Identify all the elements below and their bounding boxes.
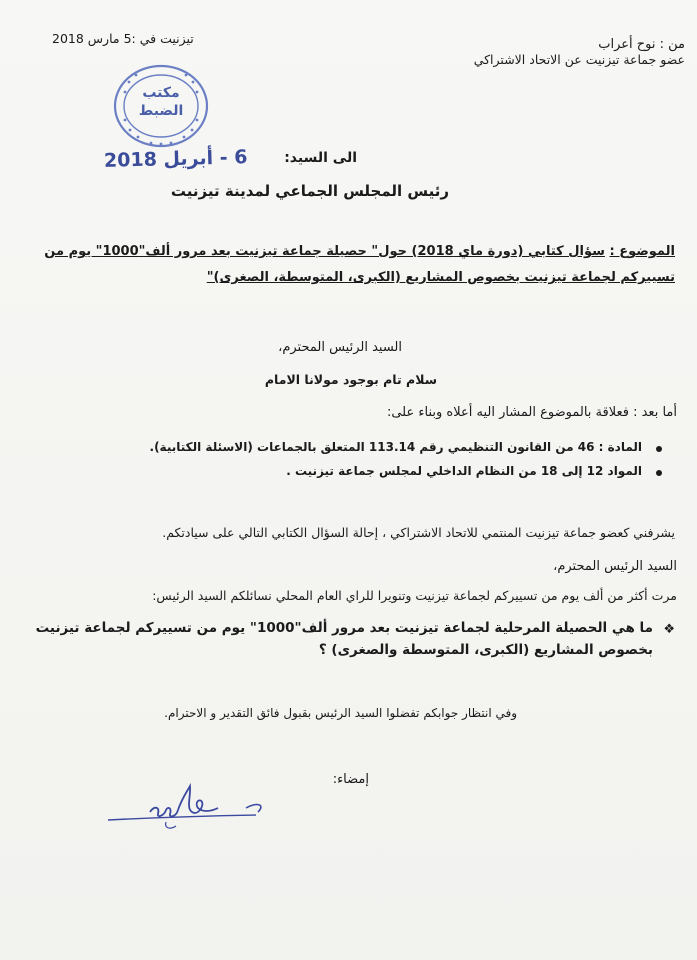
closing-paragraph: وفي انتظار جوابكم تفضلوا السيد الرئيس بقبول فائق التقدير و الاحترام.	[164, 706, 517, 720]
office-stamp	[111, 62, 211, 150]
diamond-bullet-icon: ❖	[663, 622, 675, 637]
subject-text-1: سؤال كتابي (دورة ماي 2018) حول" حصيلة جماعة تيزنيت بعد مرور ألف"1000" يوم من	[44, 244, 605, 259]
letter-date: تيزنيت في :5 مارس 2018	[52, 31, 194, 46]
stamp-line-2: الضبط	[138, 103, 184, 119]
body-paragraph-2: مرت أكثر من ألف يوم من تسييركم لجماعة تيزنيت وتنويرا للراي العام المحلي نسائلكم السيد الرئيس:	[152, 588, 677, 603]
salutation: سلام تام بوجود مولانا الامام	[264, 372, 437, 387]
list-item: المادة : 46 من القانون التنظيمي رقم 113.14 المتعلق بالجماعات (الاسئلة الكتابية).	[149, 440, 642, 454]
greeting: السيد الرئيس المحترم،	[278, 340, 402, 355]
intro-paragraph: أما بعد : فعلاقة بالموضوع المشار اليه أعلاه وبناء على:	[386, 405, 677, 420]
sender-name: من : نوح أعراب	[598, 37, 685, 52]
subject-line-2: تسييركم لجماعة تيزنيت بخصوص المشاريع (الكبرى، المتوسطة، الصغرى)"	[206, 270, 675, 285]
list-item: المواد 12 إلى 18 من النظام الداخلي لمجلس جماعة تيزنيت .	[286, 464, 642, 478]
received-date-stamp: 6 - أبريل 2018	[103, 146, 248, 172]
bullet-icon	[656, 470, 662, 476]
signature-label: إمضاء:	[332, 772, 369, 787]
handwritten-signature	[106, 782, 282, 840]
recipient-title: رئيس المجلس الجماعي لمدينة تيزنيت	[170, 182, 449, 200]
question-line-1: ما هي الحصيلة المرحلية لجماعة تيزنيت بعد مرور ألف"1000" يوم من تسييركم لجماعة تيزنيت	[35, 620, 653, 636]
body-paragraph-1: يشرفني كعضو جماعة تيزنيت المنتمي للاتحاد الاشتراكي ، إحالة السؤال الكتابي التالي على سيادتكم.	[162, 525, 675, 540]
stamp-line-1: مكتب	[142, 85, 180, 101]
question-line-2: بخصوص المشاريع (الكبرى، المتوسطة والصغرى) ؟	[318, 642, 653, 658]
sender-role: عضو جماعة تيزنيت عن الاتحاد الاشتراكي	[473, 52, 685, 67]
bullet-icon	[656, 446, 662, 452]
subject-label: الموضوع :	[609, 244, 675, 259]
recipient-label: الى السيد:	[284, 150, 357, 166]
greeting-2: السيد الرئيس المحترم،	[553, 559, 677, 574]
subject-line-1	[44, 244, 675, 259]
